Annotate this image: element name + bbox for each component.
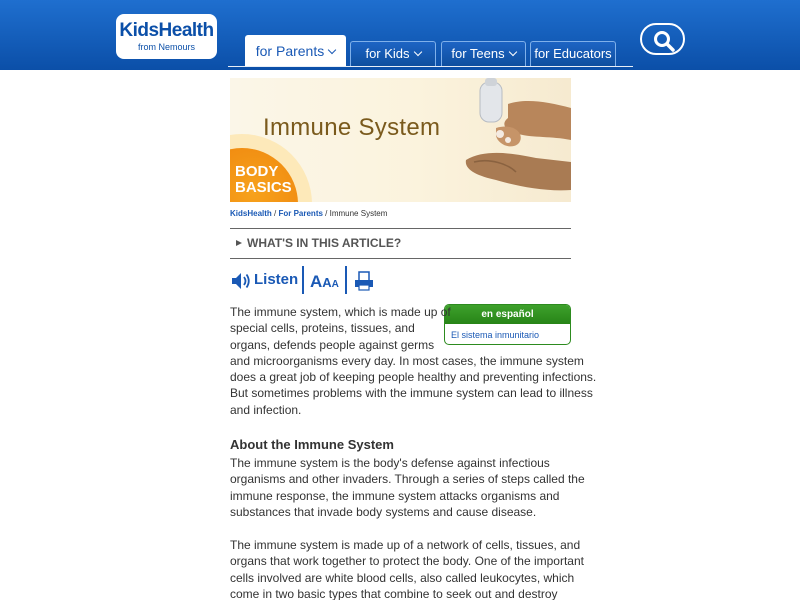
toc-label: WHAT'S IN THIS ARTICLE?: [247, 236, 402, 250]
chevron-down-icon: [328, 46, 336, 54]
text-size-icon: AAA: [310, 272, 339, 291]
hand-washing-illustration: [456, 78, 571, 202]
text-line: The immune system is the body's defense against infectious: [230, 456, 550, 470]
tool-separator: [302, 266, 304, 294]
chevron-down-icon: [508, 48, 516, 56]
search-icon: [653, 30, 675, 52]
tab-label: for Educators: [534, 46, 612, 61]
hero-banner: [230, 78, 571, 202]
tool-separator: [345, 266, 347, 294]
text-line: The immune system is made up of a network of cells, tissues, and: [230, 538, 581, 552]
breadcrumb-separator: /: [271, 209, 279, 218]
text-line: and microorganisms every day. In most cases, the immune system: [230, 353, 584, 368]
text-line: and infection.: [230, 402, 302, 417]
text-line: does a great job of keeping people healthy and preventing infections.: [230, 370, 597, 385]
breadcrumb-current: Immune System: [329, 209, 388, 218]
logo-main-text: KidsHealth: [119, 20, 214, 41]
body-basics-text: [235, 164, 292, 196]
spanish-box-header: en español: [445, 305, 570, 324]
tab-underline: [228, 66, 633, 67]
breadcrumb-home-link[interactable]: KidsHealth: [230, 209, 272, 218]
tab-for-kids[interactable]: [350, 41, 436, 66]
text-line: special cells, proteins, tissues, and: [230, 321, 415, 336]
text-line: organs that work together to protect the body. One of the important: [230, 554, 584, 569]
text-line: immune response, the immune system attacks organisms and: [230, 488, 560, 503]
site-header: [0, 0, 800, 70]
tab-label: for Kids: [365, 46, 410, 61]
print-button[interactable]: [354, 266, 376, 294]
tab-for-educators[interactable]: [530, 41, 616, 66]
article-paragraph-1: [230, 455, 585, 520]
print-icon: [354, 271, 374, 291]
divider: [230, 228, 571, 229]
search-button[interactable]: [640, 23, 685, 55]
listen-button[interactable]: [230, 266, 300, 294]
text-line: The immune system, which is made up of: [230, 305, 451, 319]
text-line: But sometimes problems with the immune system can lead to illness: [230, 386, 593, 401]
text-line: organisms and other invaders. Through a series of steps called the: [230, 472, 585, 487]
tab-for-parents[interactable]: [245, 35, 346, 66]
tab-label: for Teens: [451, 46, 505, 61]
article-paragraph-2: [230, 537, 584, 600]
breadcrumb-section-link[interactable]: For Parents: [278, 209, 323, 218]
triangle-right-icon: [236, 240, 242, 246]
tab-for-teens[interactable]: [441, 41, 526, 66]
listen-label: Listen: [254, 271, 299, 288]
article-toc-toggle[interactable]: [236, 236, 401, 250]
tab-label: for Parents: [255, 43, 325, 59]
text-line: come in two basic types that combine to seek out and destroy: [230, 586, 558, 600]
section-heading: About the Immune System: [230, 437, 394, 452]
spanish-article-link[interactable]: El sistema inmunitario: [451, 330, 540, 340]
badge-line-2: BASICS: [235, 179, 292, 196]
divider: [230, 258, 571, 259]
breadcrumb: [230, 209, 387, 218]
badge-line-1: BODY: [235, 163, 279, 180]
kidshealth-logo[interactable]: [116, 14, 217, 59]
text-line: substances that invade body systems and cause disease.: [230, 504, 537, 519]
logo-sub-text: from Nemours: [137, 42, 195, 52]
text-size-button[interactable]: [310, 266, 344, 294]
text-line: cells involved are white blood cells, also called leukocytes, which: [230, 570, 575, 585]
hero-title: Immune System: [263, 114, 441, 141]
speaker-icon: [230, 271, 252, 291]
text-line: organs, defends people against germs: [230, 337, 435, 352]
article-intro: [230, 304, 596, 418]
chevron-down-icon: [413, 48, 421, 56]
breadcrumb-separator: /: [322, 209, 330, 218]
